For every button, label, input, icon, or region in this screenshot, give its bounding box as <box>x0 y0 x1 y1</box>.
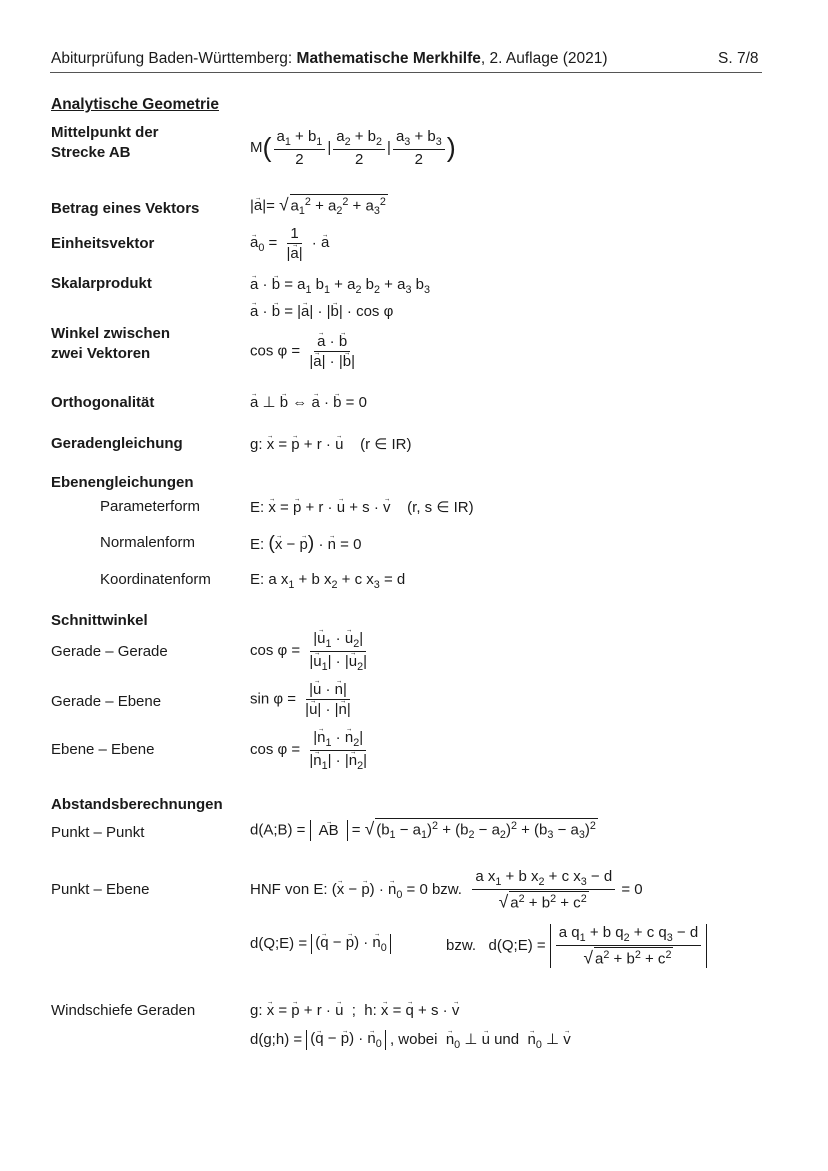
formula-skalar-1: → a · → $b = a_1$ $b_1 + a_2$ $b_2 + a_3$ $b_3$ <box>250 276 430 296</box>
formula-betrag: |→ a|= √ $a_1^2 + a_2^2 + a_3^2$ <box>250 194 388 217</box>
label-ortho: Orthogonalität <box>51 394 155 411</box>
hnf-prefix: HNF von E: <box>250 881 328 899</box>
formula-gg: cos φ = $\frac{|\to u_1 \cdot \to u_2|}{|\to u_1| \cdot |\to u_2|}$ <box>250 630 372 673</box>
label-wind: Windschiefe Geraden <box>51 1002 196 1019</box>
label-winkel-2: zwei Vektoren <box>51 345 151 362</box>
formula-parameter: E: → x = → p + r · → u + s · → v (r, s ∈ IR) <box>250 498 474 516</box>
formula-pp: d(A;B) = → AB = √ $(b_1 - a_1)^2 + (b_2 - a_2)^2 + (b_3 - a_3)^2$ <box>250 818 598 841</box>
formula-hnf: HNF von E: (→ x − → p) · → $n_0 = 0$ bzw. $\frac{a x_1 + b x_2 + c x_3 - d}{√ a^2 + b^2 + c^2}$ = 0 <box>250 868 643 912</box>
header-rest: , 2. Auflage (2021) <box>480 50 608 67</box>
dqe-bzw: bzw. <box>446 937 477 955</box>
label-einheit: Einheitsvektor <box>51 235 155 252</box>
header-rule <box>50 72 762 73</box>
formula-ge: sin φ = $\frac{|\to u \cdot \to n|}{|\to u| \cdot |\to n|}$ <box>250 681 356 718</box>
formula-koordinaten: E: a $x_1 + b$ $x_2 + c$ $x_3 = d$ <box>250 571 406 591</box>
label-winkel-1: Winkel zwischen <box>51 325 171 342</box>
header-left: Abiturprüfung Baden-Württemberg: <box>51 50 297 67</box>
label-ebenen: Ebenengleichungen <box>51 474 194 491</box>
section-title: Analytische Geometrie <box>51 96 219 113</box>
label-ge: Gerade – Ebene <box>51 693 162 710</box>
formula-wind-2: d(g;h) = (→ q − → p) · → $n_0$ , wobei → $n_0$ ⊥ → u und → $n_0$ ⊥ → v <box>250 1030 571 1051</box>
formula-normalen: E: (→ x − → p) · → n = 0 <box>250 532 361 555</box>
formula-dqe-alt: bzw. d(Q;E) = $\frac{a q_1 + b q_2 + c q_3 - d}{√ a^2 + b^2 + c^2}$ <box>446 924 707 968</box>
formula-einheit: → $a_0$ = $\frac{1}{|\to a|}$ · → a <box>250 225 329 262</box>
label-pp: Punkt – Punkt <box>51 824 145 841</box>
formula-winkel: cos φ = → $\frac{a \cdot \to b}{|\to a| \cdot |\to b|}$ <box>250 333 360 370</box>
label-skalar: Skalarprodukt <box>51 275 152 292</box>
label-betrag: Betrag eines Vektors <box>51 200 200 217</box>
label-mittelpunkt-2: Strecke AB <box>51 144 131 161</box>
formula-mittelpunkt: M( $\frac{a_1 + b_1}{2}$ | $\frac{a_2 + b_2}{2}$ | $\frac{a_3 + b_3}{2}$ ) <box>250 128 456 168</box>
wobei-text: , wobei <box>389 1031 438 1048</box>
formula-ortho: → a ⊥ → b ⇔ → a · → b = 0 <box>250 393 367 411</box>
label-gerade: Geradengleichung <box>51 435 183 452</box>
formula-wind-1: g: → x = → p + r · → u ; h: → x = → q + s · → v <box>250 1002 459 1019</box>
header-bold: Mathematische Merkhilfe <box>296 50 481 67</box>
page-number: S. 7/8 <box>718 50 759 67</box>
label-normalen: Normalenform <box>100 534 196 551</box>
page-header <box>51 50 608 68</box>
label-abstand: Abstandsberechnungen <box>51 796 223 813</box>
r-domain: (r ∈ IR) <box>360 436 412 453</box>
label-pe: Punkt – Ebene <box>51 881 150 898</box>
formula-dqe: d(Q;E) = (→ q − → p) · → $n_0$ <box>250 934 391 954</box>
formula-gerade: g: → x = → p + r · → u (r ∈ IR) <box>250 435 411 453</box>
formula-ee: cos φ = $\frac{|\to n_1 \cdot \to n_2|}{|\to n_1| \cdot |\to n_2|}$ <box>250 729 372 772</box>
und-text: und <box>494 1031 520 1048</box>
hnf-bzw: bzw. <box>431 881 462 899</box>
label-gg: Gerade – Gerade <box>51 643 168 660</box>
label-ee: Ebene – Ebene <box>51 741 155 758</box>
label-parameter: Parameterform <box>100 498 201 515</box>
label-mittelpunkt-1: Mittelpunkt der <box>51 124 159 141</box>
formula-skalar-2: → a · → b = |→ a| · |→ b| · cos φ <box>250 303 393 320</box>
label-koordinaten: Koordinatenform <box>100 571 211 588</box>
label-schnitt: Schnittwinkel <box>51 612 148 629</box>
rs-domain: (r, s ∈ IR) <box>407 499 474 516</box>
